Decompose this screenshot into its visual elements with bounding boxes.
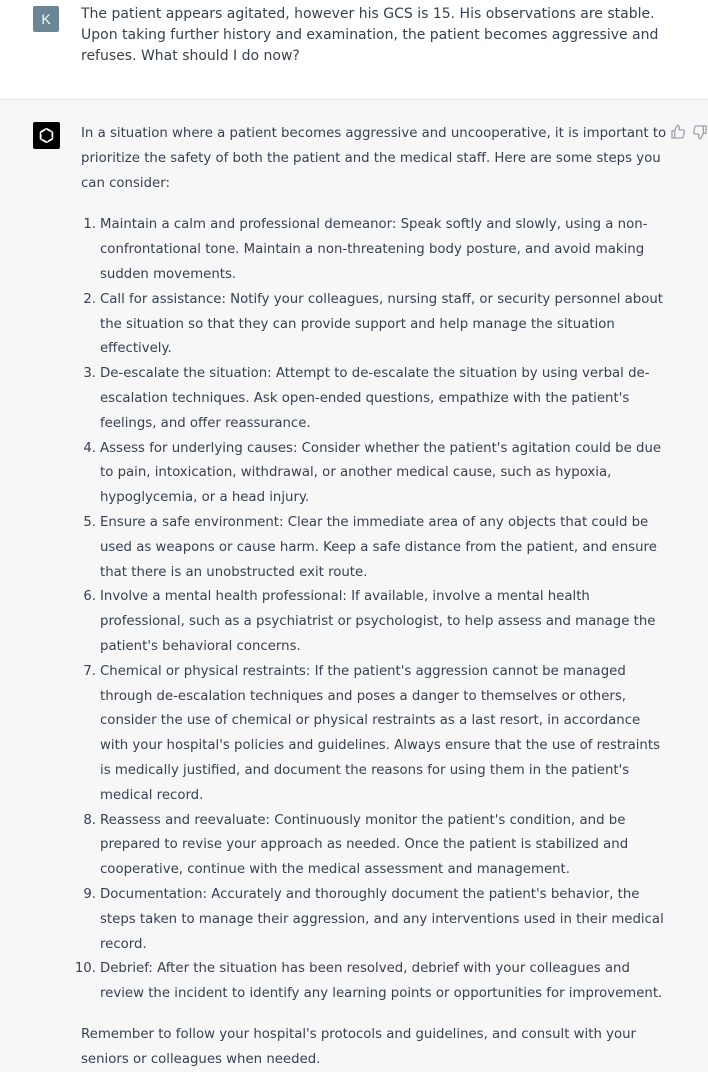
step-text: Call for assistance: Notify your colleagues, nursing staff, or security personnel about the situation so that they can provide support and help manage the situation effectively. xyxy=(100,291,663,357)
list-item xyxy=(81,288,671,362)
reply-closing: Remember to follow your hospital's protocols and guidelines, and consult with your seniors or colleagues when needed. xyxy=(81,1026,636,1067)
step-number: 6. xyxy=(83,589,96,605)
step-text: Documentation: Accurately and thoroughly document the patient's behavior, the steps taken to manage their aggression, and any interventions used in their medical record. xyxy=(100,886,664,952)
list-item xyxy=(74,957,671,1007)
step-number: 10. xyxy=(74,961,96,977)
list-item xyxy=(81,213,671,287)
list-item xyxy=(81,437,671,511)
step-number: 2. xyxy=(83,291,96,307)
step-text: Debrief: After the situation has been resolved, debrief with your colleagues and review the incident to identify any learning points or opportunities for improvement. xyxy=(100,961,663,1002)
step-number: 5. xyxy=(83,514,96,530)
reply-intro: In a situation where a patient becomes aggressive and uncooperative, it is important to prioritize the safety of both the patient and the medical staff. Here are some steps you can consider: xyxy=(81,126,667,191)
list-item xyxy=(81,585,671,659)
user-avatar: K xyxy=(33,6,59,32)
step-text: De-escalate the situation: Attempt to de-escalate the situation by using verbal de-escalation techniques. Ask open-ended questions, empathize with the patient's feelings, and offer reassurance. xyxy=(100,366,650,431)
openai-logo-icon xyxy=(33,122,60,149)
list-item xyxy=(81,362,671,436)
step-number: 9. xyxy=(83,886,96,902)
step-number: 3. xyxy=(83,366,96,382)
step-text: Chemical or physical restraints: If the patient's aggression cannot be managed through de-escalation techniques and poses a danger to themselves or others, consider the use of chemical or physical restraints as a last resort, in accordance with your hospital's policies and guidelines. Always ensure that the use of restraints is medically justified, and document the reasons for using them in the patient's medical record. xyxy=(100,663,661,803)
step-text: Assess for underlying causes: Consider whether the patient's agitation could be due to pain, intoxication, withdrawal, or another medical cause, such as hypoxia, hypoglycemia, or a head injury. xyxy=(100,440,662,506)
user-message-text: The patient appears agitated, however his GCS is 15. His observations are stable. Upon taking further history and examination, the patient becomes aggressive and refuses. What should I do now? xyxy=(81,6,659,64)
thumbs-up-icon[interactable] xyxy=(670,124,686,140)
steps-list xyxy=(74,213,671,1007)
step-text: Involve a mental health professional: If available, involve a mental health professional, such as a psychiatrist or psychologist, to help assess and manage the patient's behavioral concerns. xyxy=(100,589,656,654)
step-number: 8. xyxy=(83,812,96,828)
assistant-message xyxy=(0,100,708,1067)
list-item xyxy=(81,809,671,883)
list-item xyxy=(81,883,671,957)
list-item xyxy=(81,511,671,585)
step-text: Maintain a calm and professional demeanor: Speak softly and slowly, using a non-confrontational tone. Maintain a non-threatening body posture, and avoid making sudden movements. xyxy=(100,217,648,282)
step-number: 1. xyxy=(83,217,96,233)
step-number: 7. xyxy=(83,663,96,679)
step-text: Reassess and reevaluate: Continuously monitor the patient's condition, and be prepared to revise your approach as needed. Once the patient is stabilized and cooperative, continue with the medical assessment and management. xyxy=(100,812,629,878)
step-number: 4. xyxy=(83,440,96,456)
list-item xyxy=(81,660,671,809)
step-text: Ensure a safe environment: Clear the immediate area of any objects that could be used as weapons or cause harm. Keep a safe distance from the patient, and ensure that there is an unobstructed exit route. xyxy=(100,514,657,580)
assistant-reply xyxy=(74,122,671,1072)
feedback-controls xyxy=(670,124,708,140)
user-message xyxy=(0,0,708,100)
thumbs-down-icon[interactable] xyxy=(692,124,708,140)
